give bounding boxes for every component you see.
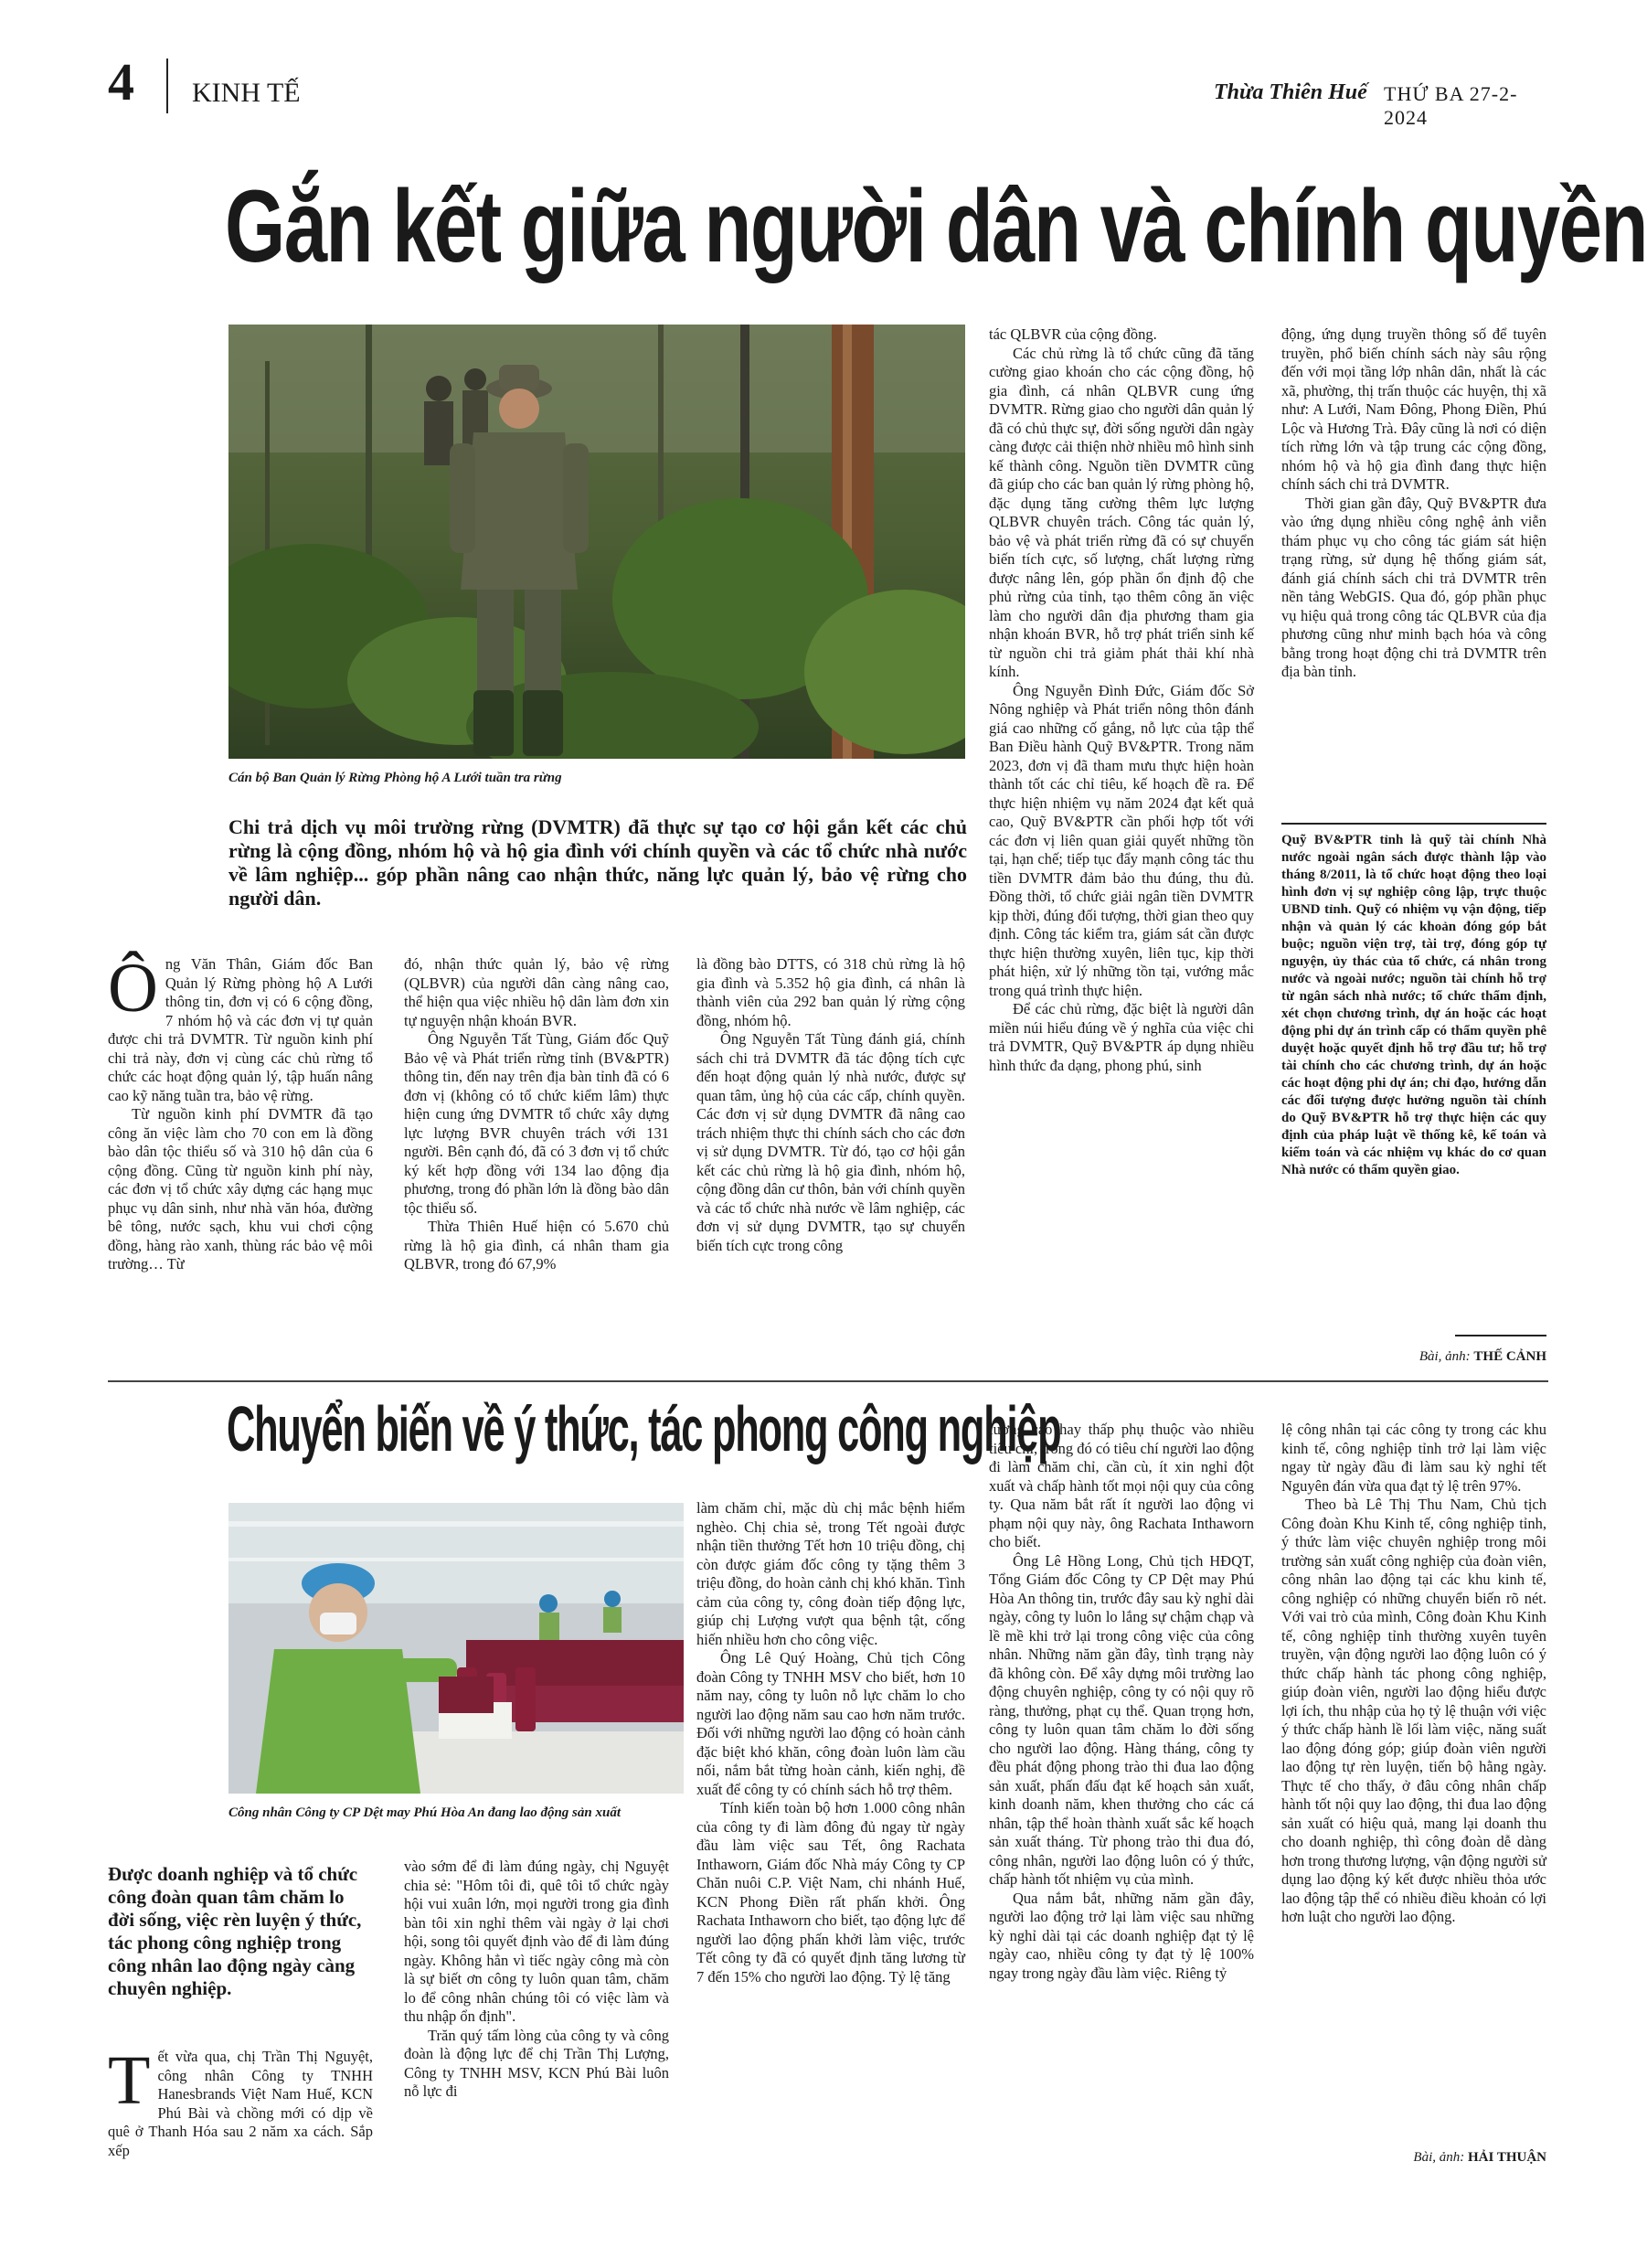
article1-col2 bbox=[404, 955, 669, 1274]
article1-col4-p1: tác QLBVR của cộng đồng. bbox=[989, 325, 1157, 343]
textile-factory-photo bbox=[228, 1503, 684, 1794]
article2-col4 bbox=[989, 1421, 1254, 1983]
forest-patrol-photo bbox=[228, 325, 965, 759]
article1-dropcap: Ô bbox=[108, 950, 158, 1027]
article2-col1 bbox=[108, 2042, 373, 2160]
article2-col3-p1: làm chăm chỉ, mặc dù chị mắc bệnh hiểm nghèo. Chị chia sẻ, trong Tết ngoài được nhận tiền thưởng Tết hơn 10 triệu đồng, chị còn được giám đốc công ty tặng thêm 3 triệu đồng, do hoàn cảnh chị khó khăn. Tình cảm của công ty, công đoàn tiếp động lực, giúp chị Lượng vượt qua bệnh tật, cống hiến nhiều hơn cho công việc. bbox=[696, 1499, 965, 1648]
box-top-rule bbox=[1281, 823, 1546, 825]
paper-name: Thừa Thiên Huế bbox=[1214, 80, 1367, 104]
article2-author: HẢI THUẬN bbox=[1468, 2150, 1546, 2165]
article2-col3 bbox=[696, 1499, 965, 1986]
article1-author: THẾ CẢNH bbox=[1473, 1349, 1546, 1364]
article2-col2-p1: vào sớm để đi làm đúng ngày, chị Nguyệt chia sẻ: "Hôm tôi đi, quê tôi tổ chức ngày hội vui xuân lớn, mọi người trong gia đình bàn tôi xin nghỉ thêm vài ngày ở lại chơi hội, song tôi quyết định vào để đi làm đúng ngày. Không hẳn vì tiếc ngày công mà còn là sự biết ơn công ty luôn quan tâm, chăm lo để công nhân chúng tôi có việc làm và thu nhập ổn định". bbox=[404, 1858, 669, 2025]
article2-col4-p1: lương cao hay thấp phụ thuộc vào nhiều tiêu chí, trong đó có tiêu chí người lao động đi làm chăm chỉ, cần cù, ít xin nghỉ đột xuất và chấp hành tốt mọi nội quy của công ty. Qua năm bắt rất ít người lao động vi phạm nội quy này, ông Rachata Inthaworn cho biết. bbox=[989, 1421, 1254, 1550]
article1-col3-p1: là đồng bào DTTS, có 318 chủ rừng là hộ gia đình và 5.352 hộ gia đình, cá nhân là thành viên của 292 ban quản lý rừng cộng đồng, nhóm hộ. bbox=[696, 955, 965, 1029]
article2-col1-p1: ết vừa qua, chị Trần Thị Nguyệt, công nhân Công ty TNHH Hanesbrands Việt Nam Huế, KCN Phú Bài và chồng mới có dịp về quê ở Thanh Hóa sau 2 năm xa cách. Sắp xếp bbox=[108, 2048, 373, 2159]
article1-col4-p2: Các chủ rừng là tổ chức cũng đã tăng cường giao khoán cho các cộng đồng, hộ gia đình, cá nhân QLBVR cung ứng DVMTR. Rừng giao cho người dân quản lý đã có chủ thực sự, đời sống người dân ngày càng được cải thiện nhờ nhiều mô hình sinh kế thành công. Nguồn tiền DVMTR cũng đã giúp cho các ban quản lý rừng phòng hộ, đặc dụng tăng cường thêm lực lượng QLBVR chuyên trách. Công tác quản lý, bảo vệ và phát triển rừng đã có sự chuyển biến tích cực, số lượng, chất lượng rừng được nâng lên, góp phần ổn định độ che phủ rừng của tỉnh, tạo thêm công ăn việc làm cho người dân địa phương tham gia nhận khoán BVR, hỗ trợ phát triển sinh kế từ nguồn chi trả giảm phát thải khí nhà kính. bbox=[989, 344, 1254, 680]
article1-col3 bbox=[696, 955, 965, 1255]
article1-col3-p2: Ông Nguyễn Tất Tùng đánh giá, chính sách chi trả DVMTR đã tác động tích cực đến hoạt động quản lý nhà nước, được sự quan tâm, ủng hộ của các cấp, chính quyền. Các đơn vị sử dụng DVMTR đã nâng cao trách nhiệm thực thi chính sách cho các đơn vị sử dụng DVMTR. Từ đó, tạo cơ hội gắn kết các chủ rừng là hộ gia đình, nhóm hộ, cộng đồng dân cư thôn, bản với chính quyền và các tổ chức nhà nước về lâm nghiệp, các đơn vị sử dụng DVMTR, tạo sự chuyển biến tích cực trong công bbox=[696, 1030, 965, 1254]
article1-col4-p3: Ông Nguyễn Đình Đức, Giám đốc Sở Nông nghiệp và Phát triển nông thôn đánh giá cao những cố gắng, nỗ lực của tập thể Ban Điều hành Quỹ BV&PTR. Trong năm 2023, đơn vị đã tham mưu thực hiện hoàn thành tốt các chỉ tiêu, kế hoạch đề ra. Để thực hiện nhiệm vụ năm 2024 đạt kết quả cao, Quỹ BV&PTR cần phối hợp tốt với các đơn vị liên quan giải quyết những tồn tại, hạn chế; tiếp tục đẩy mạnh công tác thu tiền DVMTR đảm bảo thu đúng, thu đủ. Đồng thời, tổ chức giải ngân tiền DVMTR kịp thời, đúng đối tượng, thời gian theo quy định. Công tác kiểm tra, giám sát cần được thực hiện thường xuyên, liên tục, kịp thời phát hiện, xử lý những tồn tại, vướng mắc trong quá trình thực hiện. bbox=[989, 681, 1254, 999]
article2-col2-p2: Trăn quý tấm lòng của công ty và công đoàn là động lực để chị Trần Thị Lượng, Công ty TNHH MSV, KCN Phú Bài luôn nỗ lực đi bbox=[404, 2026, 669, 2100]
article2-col5-p2: Theo bà Lê Thị Thu Nam, Chủ tịch Công đoàn Khu Kinh tế, công nghiệp tỉnh, ý thức làm việc chuyên nghiệp trong môi trường sản xuất công nghiệp của đoàn viên, công nhân lao động tại các khu kinh tế, công nghiệp có những chuyển biến rõ nét. Với vai trò của mình, Công đoàn Khu Kinh tế, công nghiệp tỉnh thường xuyên tuyên truyền, vận động người lao động luôn có ý thức chấp hành tác phong công nghiệp, giúp đoàn viên, người lao động hiểu được lợi ích, thu nhập của họ tỷ lệ thuận với việc ý thức chấp hành lề lối làm việc, năng suất lao động đóng góp; giúp đoàn viên người lao động tự rèn luyện, tiến bộ hằng ngày. Thực tế cho thấy, ở đâu công nhân chấp hành tốt nội quy lao động, thi đua lao động sản xuất có hiệu quả, mang lại doanh thu cho doanh nghiệp, thì công đoàn dễ dàng hơn trong thương lượng, vận động người sử dụng lao động ký kết được nhiều thỏa ước lao động tập thể có nhiều điều khoản có lợi hơn luật cho người lao động. bbox=[1281, 1496, 1546, 1925]
article1-title: Gắn kết giữa người dân và chính quyền bbox=[225, 169, 1647, 283]
box-bottom-rule bbox=[1455, 1335, 1546, 1336]
article1-col5-p2: Thời gian gần đây, Quỹ BV&PTR đưa vào ứng dụng nhiều công nghệ ảnh viễn thám phục vụ cho công tác giám sát hiện trạng rừng, sử dụng hệ thống giám sát, đánh giá chính sách chi trả DVMTR trên nền tảng WebGIS. Qua đó, góp phần phục vụ hiệu quả trong công tác QLBVR của địa phương cũng như minh bạch hóa và công bằng trong hoạt động chi trả DVMTR trên địa bàn tỉnh. bbox=[1281, 494, 1546, 680]
article2-byline: Bài, ảnh: HẢI THUẬN bbox=[1413, 2150, 1546, 2165]
article2-title: Chuyển biến về ý thức, tác phong công nghiệp bbox=[227, 1393, 1061, 1464]
article2-col2 bbox=[404, 1858, 669, 2102]
article2-dropcap: T bbox=[108, 2042, 151, 2119]
header-divider bbox=[166, 59, 168, 113]
photo1-caption: Cán bộ Ban Quản lý Rừng Phòng hộ A Lưới tuần tra rừng bbox=[228, 771, 562, 785]
article1-col1-p2: Từ nguồn kinh phí DVMTR đã tạo công ăn việc làm cho 70 con em là đồng bào dân tộc thiểu số và 310 hộ dân của 6 cộng đồng. Cũng từ nguồn kinh phí này, các đơn vị tổ chức xây dựng các hạng mục phục vụ dân sinh, như nhà văn hóa, đường bê tông, nước sạch, khu vui chơi cộng đồng, hàng rào xanh, thùng rác bảo vệ môi trường… Từ bbox=[108, 1105, 373, 1272]
section-name: KINH TẾ bbox=[192, 78, 301, 108]
article1-col2-p3: Thừa Thiên Huế hiện có 5.670 chủ rừng là hộ gia đình, cá nhân tham gia QLBVR, trong đó 67,9% bbox=[404, 1218, 669, 1272]
article1-col4 bbox=[989, 325, 1254, 1075]
article1-col2-p2: Ông Nguyễn Tất Tùng, Giám đốc Quỹ Bảo vệ và Phát triển rừng tỉnh (BV&PTR) thông tin, đến nay trên địa bàn tỉnh đã có 6 đơn vị (không có tổ chức kiểm lâm) thực hiện cung ứng DVMTR tổ chức xây dựng lực lượng BVR chuyên trách với 131 người. Bên cạnh đó, đã có 3 đơn vị tổ chức ký kết hợp đồng với 134 lao động địa phương, trong đó phần lớn là đồng bào dân tộc thiểu số. bbox=[404, 1030, 669, 1217]
page-header bbox=[108, 52, 1552, 129]
article-divider bbox=[108, 1380, 1548, 1382]
article1-col5 bbox=[1281, 325, 1546, 682]
article2-col4-p3: Qua nắm bắt, những năm gần đây, người lao động trở lại làm việc sau những kỳ nghỉ dài tại các doanh nghiệp đạt tỷ lệ ngày cao, nhiều công ty đạt tỷ lệ 100% ngay trong ngày đầu làm việc. Riêng tỷ bbox=[989, 1889, 1254, 1982]
article2-col3-p2: Ông Lê Quý Hoàng, Chủ tịch Công đoàn Công ty TNHH MSV cho biết, hơn 10 năm nay, công ty luôn nỗ lực chăm lo cho người lao động năm sau cao hơn năm trước. Đối với những người lao động có hoàn cảnh đặc biệt khó khăn, công đoàn luôn làm cầu nối, nắm bắt từng hoàn cảnh, kiến nghị, đề xuất để công ty có chính sách hỗ trợ thêm. bbox=[696, 1649, 965, 1798]
fund-info-box: Quỹ BV&PTR tỉnh là quỹ tài chính Nhà nước ngoài ngân sách được thành lập vào tháng 8/2011, là tổ chức hoạt động theo loại hình đơn vị sự nghiệp công lập, trực thuộc UBND tỉnh. Quỹ có nhiệm vụ vận động, tiếp nhận và quản lý các khoản đóng góp bắt buộc; nguồn viện trợ, tài trợ, đóng góp tự nguyện, ủy thác của tổ chức, cá nhân trong nước và ngoài nước; nguồn tài chính hỗ trợ từ ngân sách nhà nước; tổ chức thẩm định, xét chọn chương trình, dự án hoặc các hoạt động phi dự án trình cấp có thẩm quyền phê duyệt hoặc quyết định hỗ trợ đầu tư; hỗ trợ tài chính cho các chương trình, dự án hoặc các hoạt động phi dự án; chỉ đạo, hướng dẫn các đối tượng được hưởng nguồn tài chính do Quỹ BV&PTR hỗ trợ thực hiện các quy định của pháp luật về thống kê, kế toán và kiểm toán và các nhiệm vụ khác do cơ quan Nhà nước có thẩm quyền giao. bbox=[1281, 833, 1546, 1177]
article1-col2-p1: đó, nhận thức quản lý, bảo vệ rừng (QLBVR) của người dân càng nâng cao, thể hiện qua việc nhiều hộ dân làm đơn xin tự nguyện nhận khoán BVR. bbox=[404, 955, 669, 1029]
article2-lead: Được doanh nghiệp và tổ chức công đoàn quan tâm chăm lo đời sống, việc rèn luyện ý thức, tác phong công nghiệp trong công nhân lao động ngày càng chuyên nghiệp. bbox=[108, 1863, 362, 1999]
article1-lead: Chi trả dịch vụ môi trường rừng (DVMTR) đã thực sự tạo cơ hội gắn kết các chủ rừng là cộng đồng, nhóm hộ và hộ gia đình với chính quyền và các tổ chức nhà nước về lâm nghiệp... góp phần nâng cao nhận thức, năng lực quản lý, bảo vệ rừng cho người dân. bbox=[228, 815, 967, 910]
page-number: 4 bbox=[108, 52, 134, 112]
article1-col4-p4: Để các chủ rừng, đặc biệt là người dân miền núi hiểu đúng về ý nghĩa của việc chi trả DVMTR, Quỹ BV&PTR áp dụng nhiều hình thức đa dạng, phong phú, sinh bbox=[989, 1000, 1254, 1074]
article1-byline: Bài, ảnh: THẾ CẢNH bbox=[1419, 1349, 1546, 1364]
issue-date: THỨ BA 27-2-2024 bbox=[1384, 82, 1518, 129]
article1-col1 bbox=[108, 950, 373, 1274]
article2-col5 bbox=[1281, 1421, 1546, 1927]
article1-col1-p1: ng Văn Thân, Giám đốc Ban Quản lý Rừng phòng hộ A Lưới thông tin, đơn vị có 6 cộng đồng, 7 nhóm hộ và các đơn vị tự quản được chi trả DVMTR. Từ nguồn kinh phí chi trả này, đơn vị cùng các chủ rừng tổ chức các hoạt động quản lý, tập huấn nâng cao kỹ năng tuần tra, bảo vệ rừng. bbox=[108, 955, 373, 1104]
photo2-caption: Công nhân Công ty CP Dệt may Phú Hòa An đang lao động sản xuất bbox=[228, 1805, 621, 1820]
article2-col3-p3: Tính kiến toàn bộ hơn 1.000 công nhân của công ty đi làm đông đủ ngay từ ngày đầu làm việc sau Tết, ông Rachata Inthaworn, Giám đốc Nhà máy Công ty CP Chăn nuôi C.P. Việt Nam, chi nhánh Huế, KCN Phong Điền rất phấn khởi. Ông Rachata Inthaworn cho biết, tạo động lực để người lao động phấn khởi làm việc, trước Tết công ty đã có quyết định tăng lương từ 7 đến 15% cho người lao động. Tỷ lệ tăng bbox=[696, 1799, 965, 1986]
article1-col5-p1: động, ứng dụng truyền thông số để tuyên truyền, phổ biến chính sách này sâu rộng đến với mọi tầng lớp nhân dân, nhất là các xã, phường, thị trấn thuộc các huyện, thị xã như: A Lưới, Nam Đông, Phong Điền, Phú Lộc và Hương Trà. Đây cũng là nơi có diện tích rừng lớn và tập trung các cộng đồng, nhóm hộ và hộ gia đình đang thực hiện chính sách chi trả DVMTR. bbox=[1281, 325, 1546, 493]
article2-col5-p1: lệ công nhân tại các công ty trong các khu kinh tế, công nghiệp tỉnh trở lại làm việc ngay từ ngày đầu đi làm sau kỳ nghỉ tết Nguyên đán vừa qua đạt tỷ lệ trên 97%. bbox=[1281, 1421, 1546, 1495]
article2-col4-p2: Ông Lê Hồng Long, Chủ tịch HĐQT, Tổng Giám đốc Công ty CP Dệt may Phú Hòa An thông tin, trước đây sau kỳ nghỉ dài ngày, công ty luôn lo lắng sự chậm chạp và lề mề khi trở lại trong công việc của công nhân. Những năm gần đây, tình trạng này đã không còn. Để xây dựng môi trường lao động chuyên nghiệp, công ty có nội quy rõ ràng, thưởng, phạt cụ thể. Quan trọng hơn, công ty luôn quan tâm chăm lo đời sống cho người lao động. Hàng tháng, công ty đều phát động phong trào thi đua lao động sản xuất, phấn đấu đạt kế hoạch sản xuất, kinh doanh năm, khen thưởng cho các cá nhân, tập thể hoàn thành xuất sắc kế hoạch sản xuất tháng. Từ phong trào thi đua đó, công nhân, người lao động luôn có ý thức, chấp hành tốt nhiệm vụ của mình. bbox=[989, 1551, 1254, 1888]
